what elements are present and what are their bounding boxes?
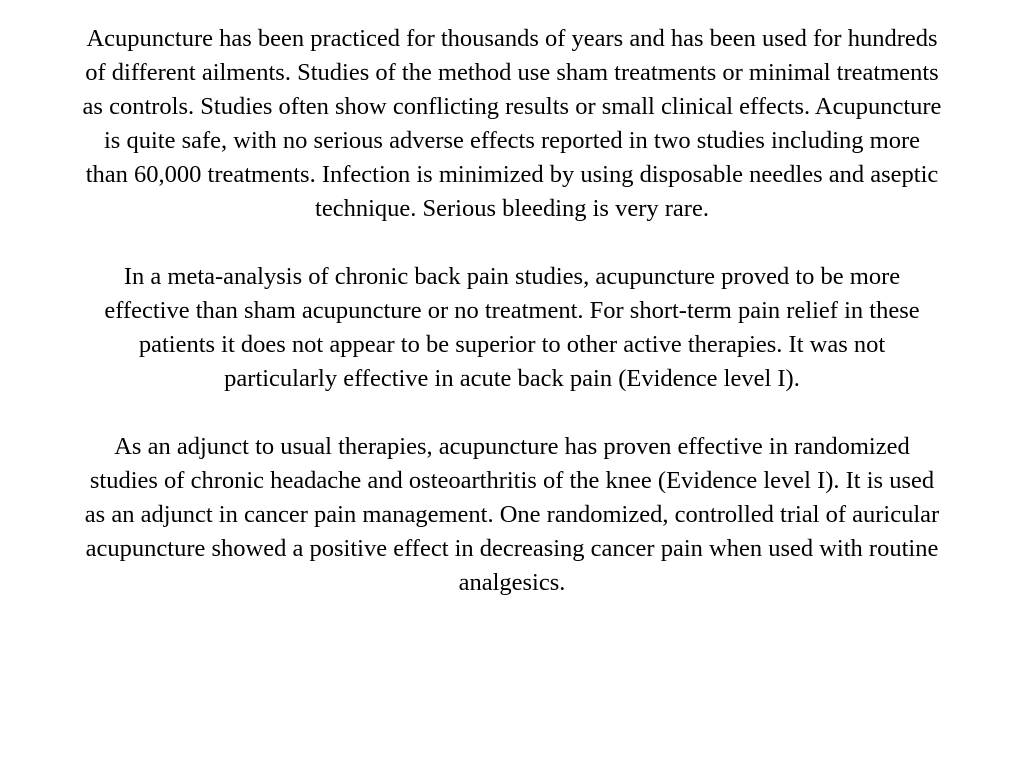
paragraph-adjunct-therapy: As an adjunct to usual therapies, acupuncture has proven effective in randomized studies of chronic headache and osteoarthritis of the knee (Evidence level I). It is used as an adjunct in cancer pain management. One randomized, controlled trial of auricular acupuncture showed a positive effect in decreasing cancer pain when used with routine analgesics.	[84, 433, 940, 596]
paragraph-back-pain-meta-analysis: In a meta-analysis of chronic back pain studies, acupuncture proved to be more effective than sham acupuncture or no treatment. For short-term pain relief in these patients it does not appear to be superior to other active therapies. It was not particularly effective in acute back pain (Evidence level I).	[104, 263, 920, 392]
slide-text-body	[80, 22, 944, 600]
paragraph-acupuncture-overview: Acupuncture has been practiced for thousands of years and has been used for hundreds of different ailments. Studies of the method use sham treatments or minimal treatments as controls. Studies often show conflicting results or small clinical effects. Acupuncture is quite safe, with no serious adverse effects reported in two studies including more than 60,000 treatments. Infection is minimized by using disposable needles and aseptic technique. Serious bleeding is very rare.	[82, 25, 942, 222]
